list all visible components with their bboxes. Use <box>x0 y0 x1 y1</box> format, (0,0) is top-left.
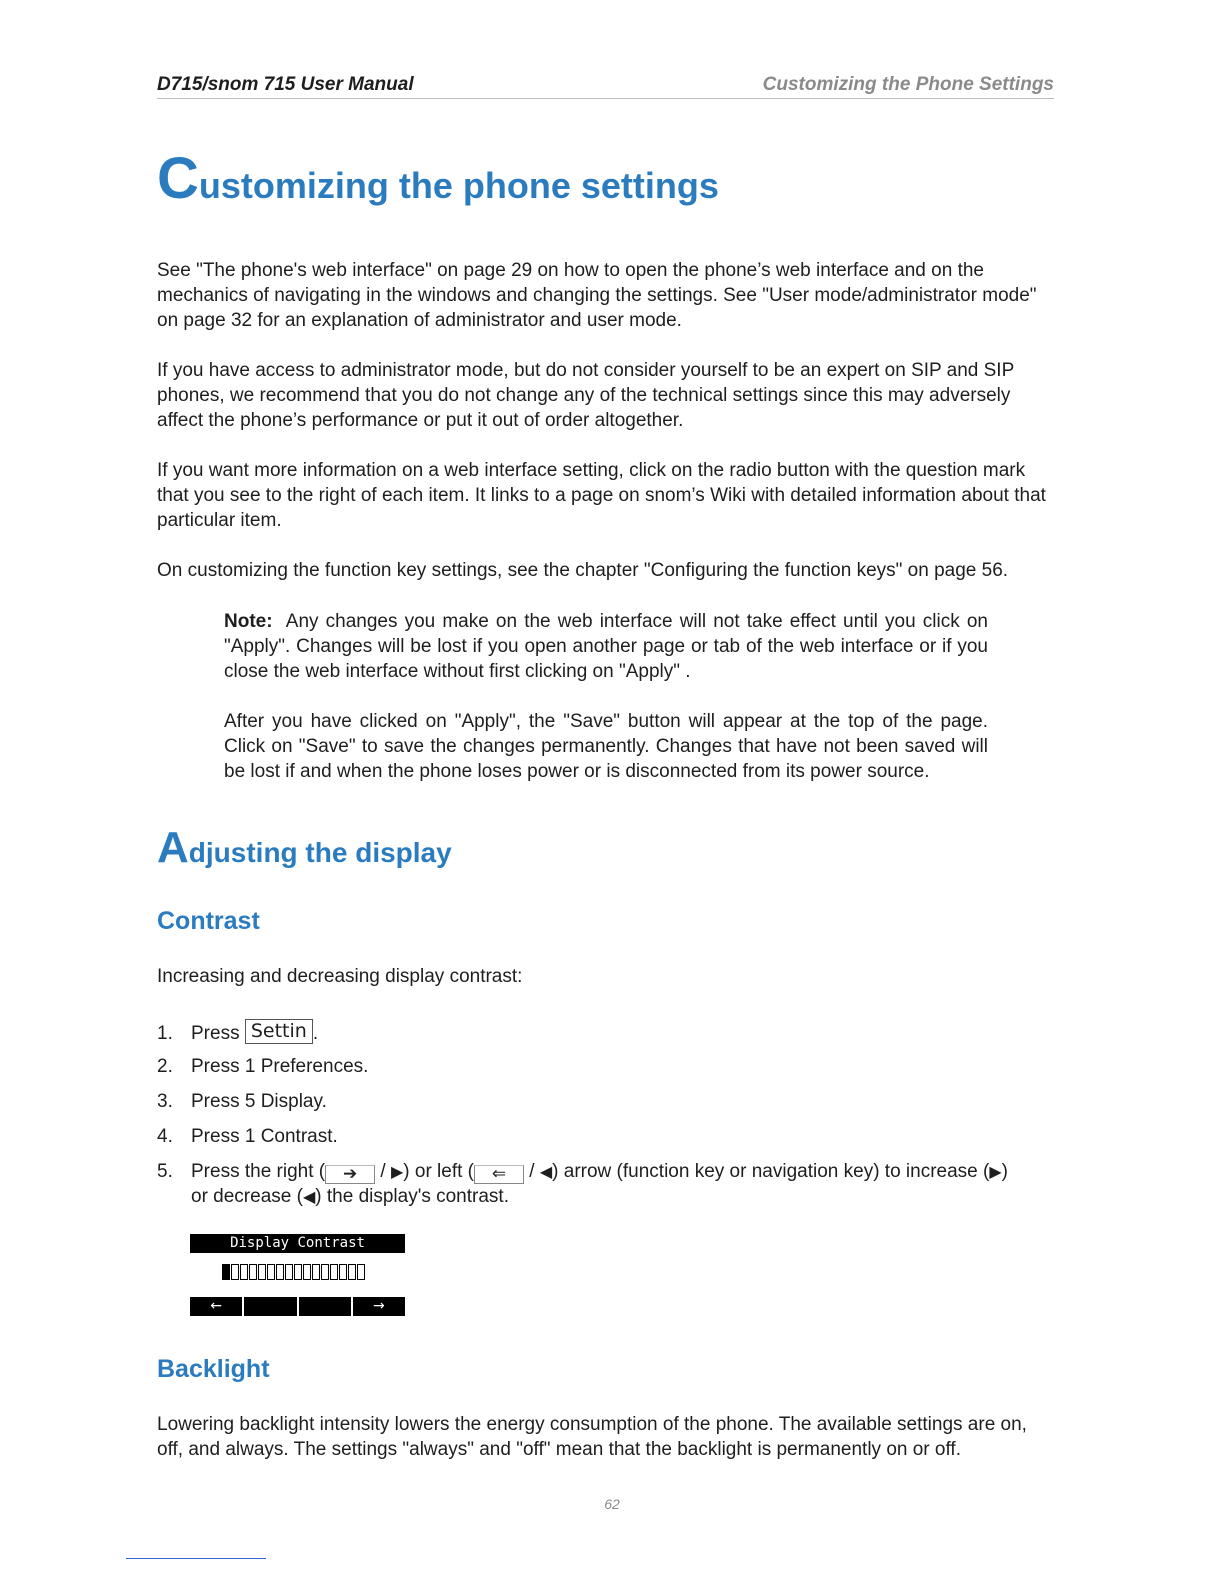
contrast-segment <box>276 1264 284 1280</box>
note-text-1: Any changes you make on the web interface will not take effect until you click on "Apply". Changes will be lost if you open another page or tab of the web interface or if you close the web interface without first clicking on "Apply" . <box>224 611 988 682</box>
step-5-text-f: ) <box>1001 1161 1008 1182</box>
note-paragraph-2: After you have clicked on "Apply", the "Save" button will appear at the top of the page. Click on "Save" to save the changes permanently. Changes that have not been saved will be lost if and when the phone loses power or is disconnected from its power source. <box>224 711 988 782</box>
chapter-title-rest: ustomizing the phone settings <box>198 165 719 206</box>
step-2 <box>157 1054 368 1079</box>
step-5-text-c: ) or left ( <box>403 1161 474 1182</box>
step-5-text-e: ) arrow (function key or navigation key) to increase ( <box>552 1161 990 1182</box>
note-label: Note: <box>224 611 273 632</box>
contrast-segment <box>312 1264 320 1280</box>
contrast-segment <box>339 1264 347 1280</box>
increase-triangle-icon: ▶ <box>989 1164 1002 1181</box>
step-3-number: 3. <box>157 1091 173 1112</box>
step-5-text-d: / <box>524 1161 540 1182</box>
lcd-softkey-3 <box>299 1297 351 1316</box>
step-2-text: Press 1 Preferences. <box>191 1056 369 1077</box>
contrast-segment <box>240 1264 248 1280</box>
left-triangle-icon: ◀ <box>539 1164 553 1181</box>
intro-paragraph-1: See "The phone's web interface" on page 29 on how to open the phone’s web interface and on the mechanics of navigating in the windows and changing the settings. See "User mode/administrator mode" on page 32 for an explanation of administrator and user mode. <box>157 260 1037 331</box>
contrast-segment <box>267 1264 275 1280</box>
step-5 <box>157 1159 1008 1185</box>
backlight-paragraph: Lowering backlight intensity lowers the energy consumption of the phone. The available settings are on, off, and always. The settings "always" and "off" mean that the backlight is permanently on or off. <box>157 1414 1027 1460</box>
step-3 <box>157 1089 327 1114</box>
intro-paragraph-3: If you want more information on a web interface setting, click on the radio button with the question mark that you see to the right of each item. It links to a page on snom’s Wiki with detailed information about that particular item. <box>157 460 1046 531</box>
step-5-text-g: or decrease ( <box>191 1186 303 1207</box>
contrast-segment <box>285 1264 293 1280</box>
step-1-number: 1. <box>157 1023 173 1044</box>
contrast-heading: Contrast <box>157 907 260 935</box>
step-5-text-a: Press the right ( <box>191 1161 326 1182</box>
step-5-text-h: ) the display's contrast. <box>315 1186 509 1207</box>
step-4-number: 4. <box>157 1126 173 1147</box>
note-paragraph-1 <box>224 609 988 684</box>
lcd-left-arrow-key: ← <box>190 1297 242 1316</box>
section-title <box>157 823 452 872</box>
step-5-number: 5. <box>157 1161 173 1182</box>
step-5-text-b: / <box>375 1161 391 1182</box>
footer-rule <box>126 1558 266 1559</box>
contrast-segment <box>249 1264 257 1280</box>
step-4-text: Press 1 Contrast. <box>191 1126 338 1147</box>
chapter-title-initial: C <box>157 146 199 211</box>
contrast-segment <box>303 1264 311 1280</box>
header-chapter-title: Customizing the Phone Settings <box>762 74 1054 95</box>
step-1-text: Press <box>191 1023 240 1044</box>
page-header <box>157 72 1054 99</box>
header-manual-title: D715/snom 715 User Manual <box>157 74 414 95</box>
page-number: 62 <box>604 1496 620 1512</box>
step-5-continued <box>191 1184 509 1210</box>
lcd-softkeys <box>190 1297 405 1316</box>
lcd-right-arrow-key: → <box>353 1297 405 1316</box>
contrast-level-bar <box>222 1264 365 1282</box>
contrast-segment <box>258 1264 266 1280</box>
decrease-triangle-icon: ◀ <box>302 1189 316 1206</box>
contrast-segment <box>294 1264 302 1280</box>
left-arrow-function-key-icon: ⇐ <box>474 1165 524 1184</box>
lcd-title: Display Contrast <box>190 1234 405 1253</box>
intro-paragraph-4: On customizing the function key settings, see the chapter "Configuring the function keys" on page 56. <box>157 560 1009 581</box>
backlight-heading: Backlight <box>157 1355 270 1383</box>
contrast-segment <box>357 1264 365 1280</box>
section-title-rest: djusting the display <box>188 837 452 868</box>
contrast-segment <box>231 1264 239 1280</box>
right-triangle-icon: ▶ <box>390 1164 404 1181</box>
lcd-softkey-2 <box>244 1297 296 1316</box>
step-4 <box>157 1124 338 1149</box>
contrast-segment <box>330 1264 338 1280</box>
settings-key: Settin <box>245 1019 313 1044</box>
step-2-number: 2. <box>157 1056 173 1077</box>
section-title-initial: A <box>157 823 189 872</box>
contrast-intro: Increasing and decreasing display contrast: <box>157 966 523 987</box>
intro-paragraph-2: If you have access to administrator mode, but do not consider yourself to be an expert on SIP and SIP phones, we recommend that you do not change any of the technical settings since this may adversely affect the phone’s performance or put it out of order altogether. <box>157 360 1014 431</box>
chapter-title <box>157 146 719 211</box>
contrast-segment <box>348 1264 356 1280</box>
display-contrast-screen <box>190 1234 405 1318</box>
right-arrow-function-key-icon: ➔ <box>325 1165 375 1184</box>
contrast-segment <box>222 1264 230 1280</box>
contrast-segment <box>321 1264 329 1280</box>
step-3-text: Press 5 Display. <box>191 1091 327 1112</box>
step-1-period: . <box>312 1023 319 1044</box>
step-1 <box>157 1019 318 1046</box>
